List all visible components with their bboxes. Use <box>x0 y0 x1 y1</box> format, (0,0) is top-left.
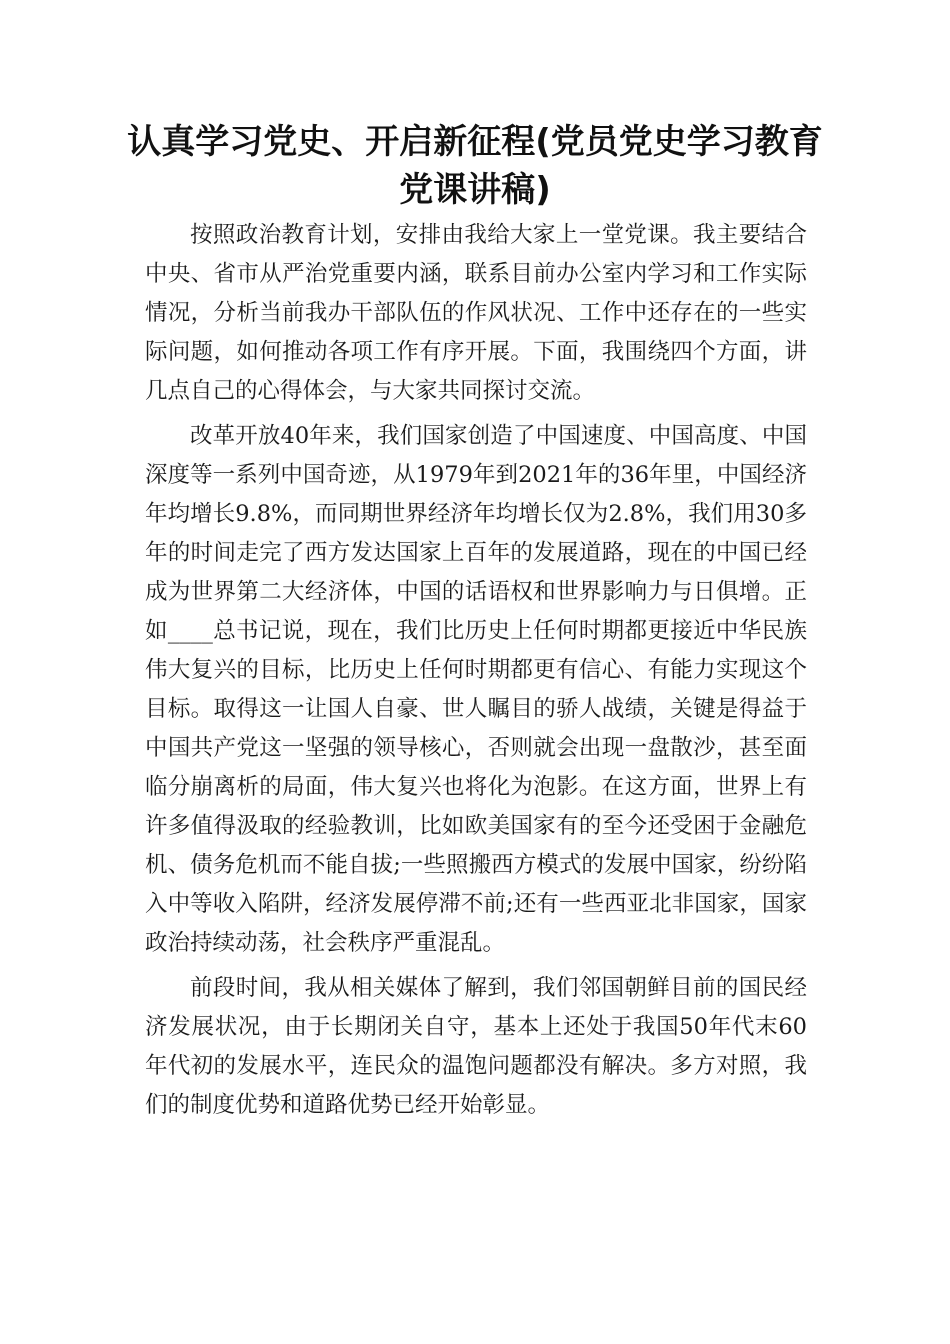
paragraph-1: 按照政治教育计划，安排由我给大家上一堂党课。我主要结合中央、省市从严治党重要内涵，联系目前办公室内学习和工作实际情况，分析当前我办干部队伍的作风状况、工作中还存在的一些实际问题，如何推动各项工作有序开展。下面，我围绕四个方面，讲几点自己的心得体会，与大家共同探讨交流。 <box>145 222 807 404</box>
document-body <box>145 216 807 1131</box>
document-title: 认真学习党史、开启新征程(党员党史学习教育党课讲稿) <box>127 122 823 210</box>
paragraph-2: 改革开放40年来，我们国家创造了中国速度、中国高度、中国深度等一系列中国奇迹，从1979年到2021年的36年里，中国经济年均增长9.8%，而同期世界经济年均增长仅为2.8%，我们用30多年的时间走完了西方发达国家上百年的发展道路，现在的中国已经成为世界第二大经济体，中国的话语权和世界影响力与日俱增。正如____总书记说，现在，我们比历史上任何时期都更接近中华民族伟大复兴的目标，比历史上任何时期都更有信心、有能力实现这个目标。取得这一让国人自豪、世人瞩目的骄人战绩，关键是得益于中国共产党这一坚强的领导核心，否则就会出现一盘散沙，甚至面临分崩离析的局面，伟大复兴也将化为泡影。在这方面，世界上有许多值得汲取的经验教训，比如欧美国家有的至今还受困于金融危机、债务危机而不能自拔;一些照搬西方模式的发展中国家，纷纷陷入中等收入陷阱，经济发展停滞不前;还有一些西亚北非国家，国家政治持续动荡，社会秩序严重混乱。 <box>145 423 807 956</box>
paragraph-3: 前段时间，我从相关媒体了解到，我们邻国朝鲜目前的国民经济发展状况，由于长期闭关自守，基本上还处于我国50年代末60年代初的发展水平，连民众的温饱问题都没有解决。多方对照，我们的制度优势和道路优势已经开始彰显。 <box>145 975 807 1118</box>
